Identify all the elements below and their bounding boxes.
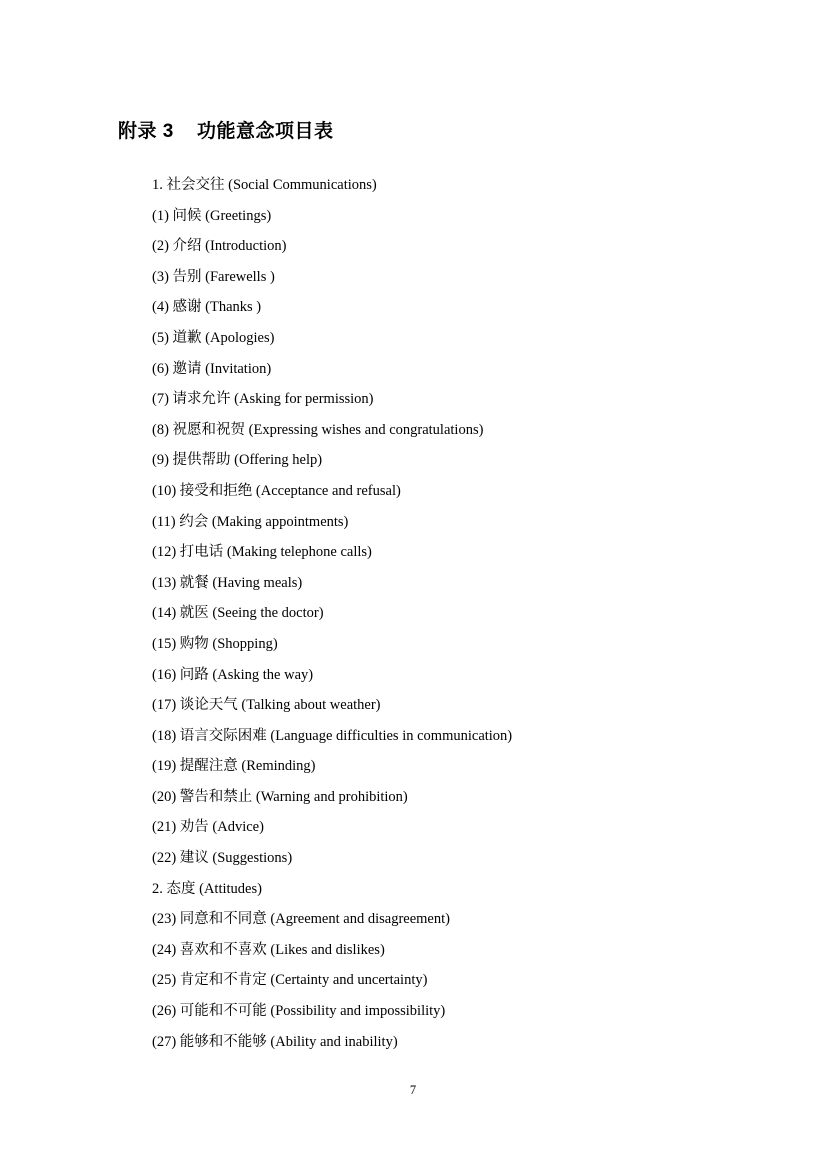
list-item: (18) 语言交际困难 (Language difficulties in communication) <box>152 727 513 744</box>
list-item: (19) 提醒注意 (Reminding) <box>152 758 316 775</box>
list-item: (3) 告别 (Farewells ) <box>152 268 275 285</box>
list-item: 2. 态度 (Attitudes) <box>152 880 262 897</box>
list-item: (12) 打电话 (Making telephone calls) <box>152 544 372 561</box>
list-item: (13) 就餐 (Having meals) <box>152 574 303 591</box>
list-item: 1. 社会交往 (Social Communications) <box>152 177 377 193</box>
list-item: (11) 约会 (Making appointments) <box>152 513 349 530</box>
list-item: (23) 同意和不同意 (Agreement and disagreement) <box>152 911 450 928</box>
list-item: (9) 提供帮助 (Offering help) <box>152 452 323 469</box>
list-item: (10) 接受和拒绝 (Acceptance and refusal) <box>152 482 401 499</box>
page-number: 7 <box>409 1083 417 1097</box>
list-item: (2) 介绍 (Introduction) <box>152 238 287 255</box>
list-item: (20) 警告和禁止 (Warning and prohibition) <box>152 788 408 805</box>
list-item: (26) 可能和不可能 (Possibility and impossibility) <box>152 1003 446 1020</box>
list-item: (1) 问候 (Greetings) <box>152 207 272 224</box>
list-item: (14) 就医 (Seeing the doctor) <box>152 605 324 622</box>
list-item: (24) 喜欢和不喜欢 (Likes and dislikes) <box>152 941 385 958</box>
list-item: (16) 问路 (Asking the way) <box>152 666 314 683</box>
list-item: (7) 请求允许 (Asking for permission) <box>152 391 374 408</box>
list-item: (27) 能够和不能够 (Ability and inability) <box>152 1033 398 1050</box>
list-item: (15) 购物 (Shopping) <box>152 635 278 652</box>
list-item: (6) 邀请 (Invitation) <box>152 360 272 377</box>
list-item: (5) 道歉 (Apologies) <box>152 329 275 346</box>
list-item: (21) 劝告 (Advice) <box>152 819 264 836</box>
list-item: (22) 建议 (Suggestions) <box>152 850 293 867</box>
list-item: (8) 祝愿和祝贺 (Expressing wishes and congratulations) <box>152 421 484 438</box>
page-title: 附录 3 功能意念项目表 <box>118 120 334 142</box>
list-item: (17) 谈论天气 (Talking about weather) <box>152 697 381 714</box>
document-body <box>152 170 752 1057</box>
list-item: (25) 肯定和不肯定 (Certainty and uncertainty) <box>152 972 428 989</box>
list-item: (4) 感谢 (Thanks ) <box>152 299 262 316</box>
